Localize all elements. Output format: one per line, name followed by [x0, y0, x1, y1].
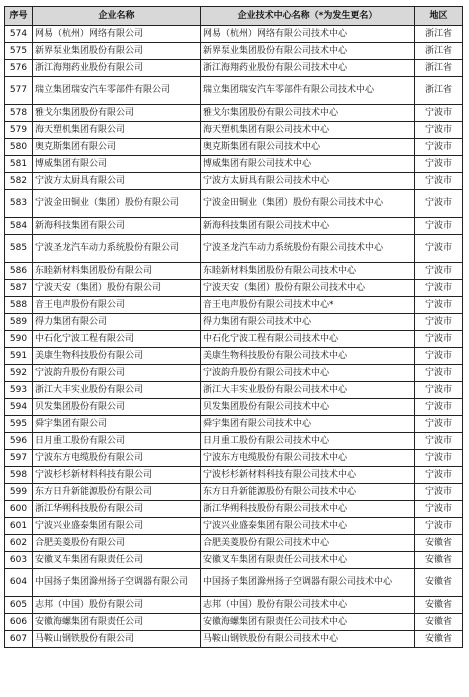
cell-seq: 576: [5, 60, 33, 77]
table-row: [5, 105, 463, 122]
cell-region: 宁波市: [415, 173, 463, 190]
cell-seq: 581: [5, 156, 33, 173]
cell-region: 宁波市: [415, 297, 463, 314]
table-row: [5, 235, 463, 263]
cell-center: 宁波方太厨具有限公司技术中心: [201, 173, 415, 190]
cell-region: 宁波市: [415, 105, 463, 122]
cell-company: 奥克斯集团有限公司: [33, 139, 201, 156]
cell-center: 新海科技集团有限公司技术中心: [201, 218, 415, 235]
cell-region: 宁波市: [415, 263, 463, 280]
cell-region: 宁波市: [415, 382, 463, 399]
cell-region: 浙江省: [415, 26, 463, 43]
cell-company: 舜宇集团有限公司: [33, 416, 201, 433]
cell-center: 美康生物科技股份有限公司技术中心: [201, 348, 415, 365]
cell-seq: 605: [5, 597, 33, 614]
cell-company: 宁波东方电缆股份有限公司: [33, 450, 201, 467]
cell-region: 宁波市: [415, 314, 463, 331]
cell-center: 志邦（中国）股份有限公司技术中心: [201, 597, 415, 614]
cell-center: 雅戈尔集团股份有限公司技术中心: [201, 105, 415, 122]
cell-center: 网易（杭州）网络有限公司技术中心: [201, 26, 415, 43]
table-row: [5, 597, 463, 614]
cell-company: 贝发集团股份有限公司: [33, 399, 201, 416]
cell-center: 东方日升新能源股份有限公司技术中心: [201, 484, 415, 501]
header-company: 企业名称: [33, 7, 201, 26]
cell-region: 浙江省: [415, 60, 463, 77]
cell-seq: 593: [5, 382, 33, 399]
table-row: [5, 139, 463, 156]
cell-region: 宁波市: [415, 433, 463, 450]
cell-company: 宁波天安（集团）股份有限公司: [33, 280, 201, 297]
cell-center: 浙江大丰实业股份有限公司技术中心: [201, 382, 415, 399]
cell-seq: 604: [5, 569, 33, 597]
cell-company: 雅戈尔集团股份有限公司: [33, 105, 201, 122]
table-row: [5, 218, 463, 235]
table-row: [5, 60, 463, 77]
cell-center: 瑞立集团瑞安汽车零部件有限公司技术中心: [201, 77, 415, 105]
cell-center: 音王电声股份有限公司技术中心*: [201, 297, 415, 314]
enterprise-tech-center-table: [4, 6, 463, 648]
table-row: [5, 484, 463, 501]
cell-center: 海天塑机集团有限公司技术中心: [201, 122, 415, 139]
cell-region: 安徽省: [415, 569, 463, 597]
cell-center: 宁波金田铜业（集团）股份有限公司技术中心: [201, 190, 415, 218]
table-row: [5, 173, 463, 190]
table-body: [5, 26, 463, 648]
cell-center: 中国扬子集团滁州扬子空调器有限公司技术中心: [201, 569, 415, 597]
cell-company: 合肥美菱股份有限公司: [33, 535, 201, 552]
cell-company: 宁波金田铜业（集团）股份有限公司: [33, 190, 201, 218]
cell-seq: 583: [5, 190, 33, 218]
cell-company: 东方日升新能源股份有限公司: [33, 484, 201, 501]
cell-company: 美康生物科技股份有限公司: [33, 348, 201, 365]
cell-center: 宁波圣龙汽车动力系统股份有限公司技术中心: [201, 235, 415, 263]
cell-region: 宁波市: [415, 139, 463, 156]
table-row: [5, 365, 463, 382]
cell-company: 宁波杉杉新材料科技有限公司: [33, 467, 201, 484]
table-row: [5, 280, 463, 297]
cell-company: 博威集团有限公司: [33, 156, 201, 173]
cell-center: 得力集团有限公司技术中心: [201, 314, 415, 331]
cell-region: 宁波市: [415, 365, 463, 382]
table-row: [5, 190, 463, 218]
cell-center: 浙江华朔科技股份有限公司技术中心: [201, 501, 415, 518]
table-row: [5, 552, 463, 569]
cell-region: 宁波市: [415, 156, 463, 173]
cell-center: 宁波杉杉新材料科技有限公司技术中心: [201, 467, 415, 484]
cell-seq: 579: [5, 122, 33, 139]
cell-region: 安徽省: [415, 614, 463, 631]
cell-region: 安徽省: [415, 597, 463, 614]
cell-company: 浙江海翔药业股份有限公司: [33, 60, 201, 77]
header-center: 企业技术中心名称（*为发生更名）: [201, 7, 415, 26]
table-row: [5, 77, 463, 105]
cell-center: 奥克斯集团有限公司技术中心: [201, 139, 415, 156]
cell-region: 宁波市: [415, 348, 463, 365]
cell-seq: 594: [5, 399, 33, 416]
cell-seq: 588: [5, 297, 33, 314]
cell-seq: 606: [5, 614, 33, 631]
table-row: [5, 399, 463, 416]
cell-region: 宁波市: [415, 218, 463, 235]
cell-company: 新海科技集团有限公司: [33, 218, 201, 235]
cell-seq: 574: [5, 26, 33, 43]
table-row: [5, 382, 463, 399]
cell-company: 海天塑机集团有限公司: [33, 122, 201, 139]
table-row: [5, 501, 463, 518]
table-row: [5, 614, 463, 631]
cell-region: 宁波市: [415, 450, 463, 467]
table-row: [5, 433, 463, 450]
cell-region: 宁波市: [415, 501, 463, 518]
cell-company: 新界泵业集团股份有限公司: [33, 43, 201, 60]
cell-seq: 580: [5, 139, 33, 156]
cell-region: 浙江省: [415, 43, 463, 60]
table-row: [5, 263, 463, 280]
cell-company: 得力集团有限公司: [33, 314, 201, 331]
table-header-row: [5, 7, 463, 26]
cell-company: 志邦（中国）股份有限公司: [33, 597, 201, 614]
table-row: [5, 535, 463, 552]
table-row: [5, 416, 463, 433]
cell-seq: 595: [5, 416, 33, 433]
cell-center: 中石化宁波工程有限公司技术中心: [201, 331, 415, 348]
cell-center: 马鞍山钢铁股份有限公司技术中心: [201, 631, 415, 648]
cell-seq: 602: [5, 535, 33, 552]
cell-center: 舜宇集团有限公司技术中心: [201, 416, 415, 433]
cell-center: 贝发集团股份有限公司技术中心: [201, 399, 415, 416]
table-row: [5, 348, 463, 365]
cell-seq: 589: [5, 314, 33, 331]
cell-seq: 596: [5, 433, 33, 450]
cell-center: 日月重工股份有限公司技术中心: [201, 433, 415, 450]
cell-seq: 586: [5, 263, 33, 280]
cell-company: 中石化宁波工程有限公司: [33, 331, 201, 348]
table-row: [5, 43, 463, 60]
cell-region: 宁波市: [415, 399, 463, 416]
cell-company: 宁波方太厨具有限公司: [33, 173, 201, 190]
table-row: [5, 314, 463, 331]
cell-region: 安徽省: [415, 535, 463, 552]
cell-company: 音王电声股份有限公司: [33, 297, 201, 314]
table-row: [5, 569, 463, 597]
cell-region: 宁波市: [415, 518, 463, 535]
table-row: [5, 631, 463, 648]
cell-center: 宁波东方电缆股份有限公司技术中心: [201, 450, 415, 467]
cell-center: 宁波兴业盛泰集团有限公司技术中心: [201, 518, 415, 535]
cell-seq: 597: [5, 450, 33, 467]
cell-center: 合肥美菱股份有限公司技术中心: [201, 535, 415, 552]
cell-region: 宁波市: [415, 122, 463, 139]
cell-company: 东睦新材料集团股份有限公司: [33, 263, 201, 280]
table-row: [5, 26, 463, 43]
cell-region: 宁波市: [415, 331, 463, 348]
document-page: [4, 6, 462, 648]
cell-company: 网易（杭州）网络有限公司: [33, 26, 201, 43]
cell-region: 安徽省: [415, 552, 463, 569]
cell-center: 浙江海翔药业股份有限公司技术中心: [201, 60, 415, 77]
cell-company: 马鞍山钢铁股份有限公司: [33, 631, 201, 648]
cell-seq: 600: [5, 501, 33, 518]
cell-center: 宁波韵升股份有限公司技术中心: [201, 365, 415, 382]
table-row: [5, 450, 463, 467]
header-region: 地区: [415, 7, 463, 26]
cell-seq: 603: [5, 552, 33, 569]
cell-company: 浙江大丰实业股份有限公司: [33, 382, 201, 399]
cell-center: 博威集团有限公司技术中心: [201, 156, 415, 173]
cell-company: 安徽叉车集团有限责任公司: [33, 552, 201, 569]
cell-center: 安徽叉车集团有限责任公司技术中心: [201, 552, 415, 569]
cell-seq: 598: [5, 467, 33, 484]
table-row: [5, 122, 463, 139]
cell-seq: 592: [5, 365, 33, 382]
cell-seq: 575: [5, 43, 33, 60]
cell-company: 宁波兴业盛泰集团有限公司: [33, 518, 201, 535]
cell-company: 宁波韵升股份有限公司: [33, 365, 201, 382]
cell-seq: 584: [5, 218, 33, 235]
cell-region: 安徽省: [415, 631, 463, 648]
table-row: [5, 156, 463, 173]
cell-region: 宁波市: [415, 190, 463, 218]
cell-company: 中国扬子集团滁州扬子空调器有限公司: [33, 569, 201, 597]
cell-company: 安徽海螺集团有限责任公司: [33, 614, 201, 631]
cell-region: 宁波市: [415, 484, 463, 501]
cell-seq: 587: [5, 280, 33, 297]
cell-center: 东睦新材料集团股份有限公司技术中心: [201, 263, 415, 280]
cell-seq: 607: [5, 631, 33, 648]
table-row: [5, 518, 463, 535]
cell-company: 日月重工股份有限公司: [33, 433, 201, 450]
cell-center: 宁波天安（集团）股份有限公司技术中心: [201, 280, 415, 297]
cell-region: 宁波市: [415, 280, 463, 297]
cell-center: 安徽海螺集团有限责任公司技术中心: [201, 614, 415, 631]
cell-seq: 601: [5, 518, 33, 535]
cell-seq: 591: [5, 348, 33, 365]
table-row: [5, 331, 463, 348]
cell-company: 瑞立集团瑞安汽车零部件有限公司: [33, 77, 201, 105]
cell-seq: 577: [5, 77, 33, 105]
cell-region: 浙江省: [415, 77, 463, 105]
cell-region: 宁波市: [415, 416, 463, 433]
cell-company: 浙江华朔科技股份有限公司: [33, 501, 201, 518]
cell-seq: 582: [5, 173, 33, 190]
table-row: [5, 297, 463, 314]
header-seq: 序号: [5, 7, 33, 26]
table-row: [5, 467, 463, 484]
cell-region: 宁波市: [415, 467, 463, 484]
cell-region: 宁波市: [415, 235, 463, 263]
cell-center: 新界泵业集团股份有限公司技术中心: [201, 43, 415, 60]
cell-seq: 599: [5, 484, 33, 501]
cell-seq: 590: [5, 331, 33, 348]
cell-seq: 578: [5, 105, 33, 122]
cell-company: 宁波圣龙汽车动力系统股份有限公司: [33, 235, 201, 263]
cell-seq: 585: [5, 235, 33, 263]
